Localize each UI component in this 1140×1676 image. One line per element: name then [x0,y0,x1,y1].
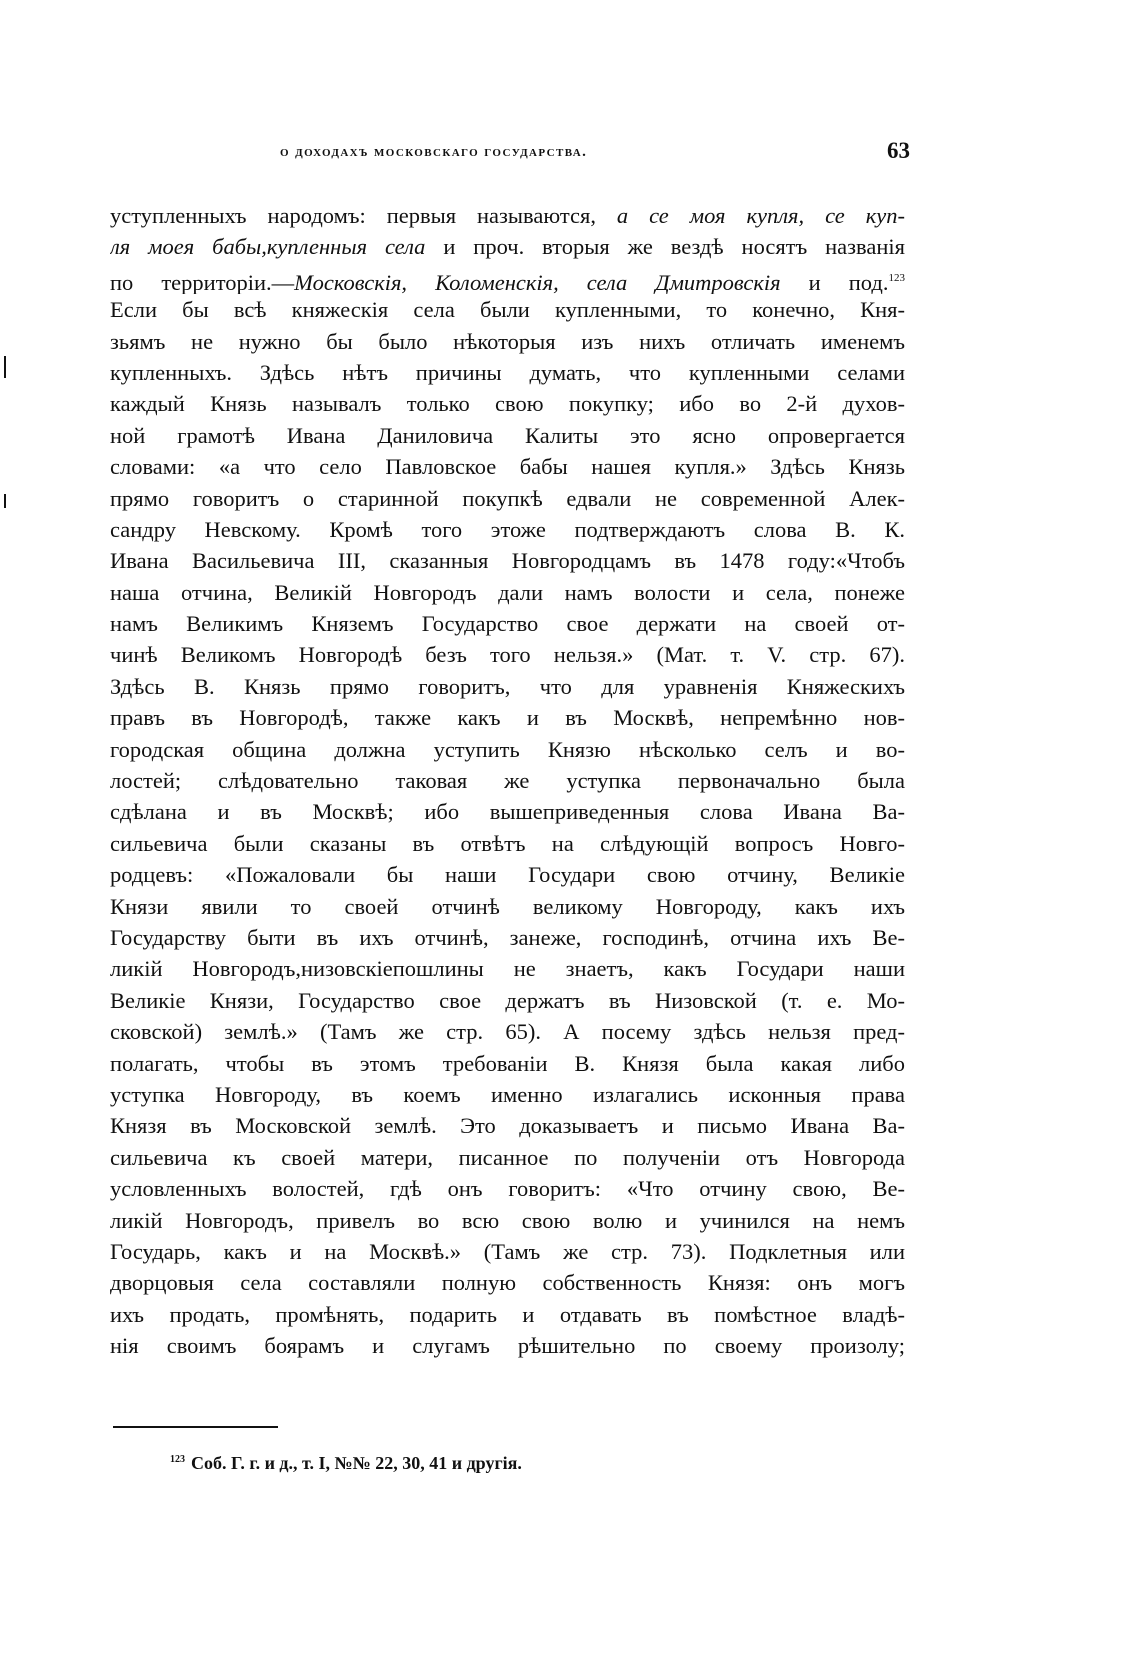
text-segment: уступленныхъ народомъ: первыя называются, [110,203,617,228]
text-line [110,420,905,451]
text-segment: ихъ продать, промѣнять, подарить и отдавать въ помѣстное владѣ- [110,1301,905,1327]
footnote-marker: 123 [170,1454,185,1465]
italic-segment: ля моея бабы,купленныя села [110,234,426,260]
text-line [110,388,905,419]
text-segment: и под. [780,269,889,295]
text-line [110,671,905,702]
text-segment: ной грамотѣ Ивана Даниловича Калиты это ясно опровергается [110,422,905,448]
text-line [110,922,905,953]
text-line [110,1330,905,1361]
text-segment: намъ Великимъ Княземъ Государство свое держати на своей от- [110,611,905,637]
text-line [110,545,905,576]
text-line [110,451,905,482]
text-segment: ликій Новгородъ,низовскіепошлины не знаетъ, какъ Государи наши [110,956,905,982]
text-segment: Князи явили то своей отчинѣ великому Новгороду, какъ ихъ [110,893,905,919]
text-line [110,608,905,639]
text-segment: Великіе Князи, Государство свое держатъ въ Низовской (т. е. Мо- [110,987,905,1013]
text-segment: сандру Невскому. Кромѣ того этоже подтверждаютъ слова В. К. [110,516,905,542]
text-line [110,985,905,1016]
italic-segment: а се моя купля, се куп- [616,203,905,228]
body-text [110,200,905,1361]
text-line [110,1142,905,1173]
text-line [110,1299,905,1330]
text-line [110,1267,905,1298]
text-segment: полагать, чтобы въ этомъ требованіи В. Князя была какая либо [110,1050,905,1076]
text-line [110,953,905,984]
text-line [110,1110,905,1141]
text-line [110,231,905,262]
text-segment: ликій Новгородъ, привелъ во всю свою волю и учинился на немъ [110,1207,905,1233]
text-segment: сдѣлана и въ Москвѣ; ибо вышеприведенныя слова Ивана Ва- [110,799,905,825]
page-number: 63 [887,138,910,163]
text-line [110,294,905,325]
text-segment: Князя въ Московской землѣ. Это доказываетъ и письмо Ивана Ва- [110,1113,905,1139]
text-line [110,891,905,922]
text-segment: Государь, какъ и на Москвѣ.» (Тамъ же стр. 73). Подклетныя или [110,1238,905,1264]
text-line [110,357,905,388]
text-segment: Ивана Васильевича III, сказанныя Новгородцамъ въ 1478 году:«Чтобъ [110,548,905,574]
text-segment: словами: «а что село Павловское бабы нашея купля.» Здѣсь Князь [110,454,905,480]
text-line [110,734,905,765]
text-segment: условленныхъ волостей, гдѣ онъ говоритъ: «Что отчину свою, Ве- [110,1176,905,1202]
text-line [110,326,905,357]
text-segment: зьямъ не нужно бы было нѣкоторыя изъ нихъ отличать именемъ [110,328,905,354]
margin-mark [4,356,6,378]
text-segment: Государству быти въ ихъ отчинѣ, занеже, господинѣ, отчина ихъ Ве- [110,924,905,950]
text-line [110,1236,905,1267]
text-segment: уступка Новгороду, въ коемъ именно излагались исконныя права [110,1081,905,1107]
text-line [110,639,905,670]
running-title: о доходахъ московскаго государства. [280,144,588,160]
text-segment: сильевича были сказаны въ отвѣтъ на слѣдующій вопросъ Новго- [110,830,905,856]
text-segment: чинѣ Великомъ Новгородѣ безъ того нельзя.» (Мат. т. V. стр. 67). [110,642,905,668]
text-line [110,796,905,827]
text-line [110,859,905,890]
footnote-rule [113,1426,278,1428]
text-segment: Если бы всѣ княжескія села были купленными, то конечно, Кня- [110,297,905,323]
text-line [110,1205,905,1236]
text-line [110,828,905,859]
text-segment: родцевъ: «Пожаловали бы наши Государи свою отчину, Великіе [110,862,905,888]
text-segment: купленныхъ. Здѣсь нѣтъ причины думать, что купленными селами [110,359,905,385]
text-segment: прямо говоритъ о старинной покупкѣ едвали не современной Алек- [110,485,905,511]
text-line [110,1079,905,1110]
text-line [110,765,905,796]
footnote-reference: 123 [888,271,905,284]
margin-mark [4,494,6,508]
text-segment: и проч. вторыя же вездѣ носятъ названія [425,234,905,260]
text-segment: правъ въ Новгородѣ, также какъ и въ Москвѣ, непремѣнно нов- [110,705,905,731]
footnote [170,1453,522,1474]
text-line [110,1016,905,1047]
text-line [110,577,905,608]
text-line [110,263,905,294]
text-segment: дворцовыя села составляли полную собственность Князя: онъ могъ [110,1270,905,1296]
text-segment: Здѣсь В. Князь прямо говоритъ, что для уравненія Княжескихъ [110,673,905,699]
text-segment: нія своимъ боярамъ и слугамъ рѣшительно по своему произолу; [110,1333,905,1359]
italic-segment: Московскія, Коломенскія, села Дмитровскія [294,269,781,295]
text-segment: лостей; слѣдовательно таковая же уступка первоначально была [110,768,905,794]
text-line [110,1048,905,1079]
text-segment: сковской) землѣ.» (Тамъ же стр. 65). А посему здѣсь нельзя пред- [110,1019,905,1045]
text-line [110,483,905,514]
footnote-text: Соб. Г. г. и д., т. I, №№ 22, 30, 41 и другія. [191,1453,522,1473]
text-segment: по территоріи.— [110,269,295,295]
text-segment: сильевича къ своей матери, писанное по полученіи отъ Новгорода [110,1144,905,1170]
text-segment: городская община должна уступить Князю нѣсколько селъ и во- [110,736,905,762]
text-segment: наша отчина, Великій Новгородъ дали намъ волости и села, понеже [110,579,905,605]
page-header [110,138,910,172]
text-line [110,1173,905,1204]
text-line [110,514,905,545]
text-line [110,200,905,231]
text-segment: каждый Князь называлъ только свою покупку; ибо во 2-й духов- [110,391,905,417]
text-line [110,702,905,733]
